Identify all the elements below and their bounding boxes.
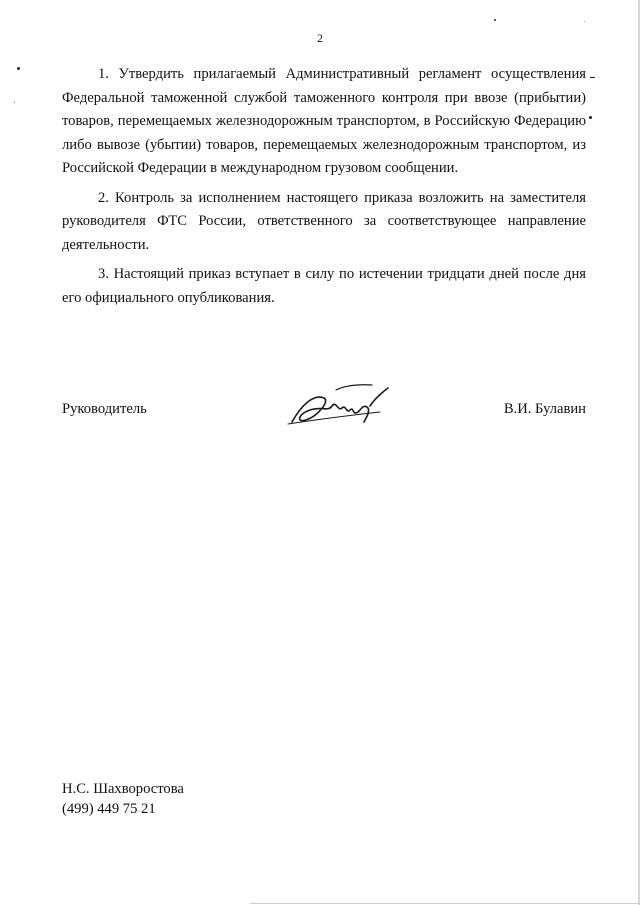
page-number: 2 [317, 31, 323, 45]
paragraph-1: 1. Утвердить прилагаемый Административный регламент осуществления Федеральной таможенной службой таможенного контроля при ввозе (прибытии) товаров, перемещаемых железнодорожным транспортом, в Российскую Федерацию либо вывозе (убытии) товаров, перемещаемых железнодорожным транспортом, из Российской Федерации в международном грузовом сообщении. [62, 66, 586, 176]
scan-speck [14, 101, 15, 103]
signatory-position: Руководитель [62, 401, 147, 417]
order-body [62, 63, 586, 316]
scan-bottom-line [250, 903, 640, 904]
scan-speck [590, 77, 595, 78]
scan-speck [584, 21, 585, 22]
handwritten-signature [284, 382, 394, 432]
scan-speck [589, 116, 592, 119]
scan-speck [494, 19, 496, 21]
signatory-name: В.И. Булавин [503, 401, 586, 417]
scan-speck [17, 67, 20, 70]
paragraph-3: 3. Настоящий приказ вступает в силу по истечении тридцати дней после дня его официального опубликования. [62, 266, 586, 306]
paragraph-2: 2. Контроль за исполнением настоящего приказа возложить на заместителя руководителя ФТС России, ответственного за соответствующее направление деятельности. [62, 189, 586, 253]
signature-block [62, 398, 586, 438]
executor-block [62, 779, 184, 819]
executor-phone: (499) 449 75 21 [62, 801, 156, 817]
executor-name: Н.С. Шахворостова [62, 781, 184, 797]
